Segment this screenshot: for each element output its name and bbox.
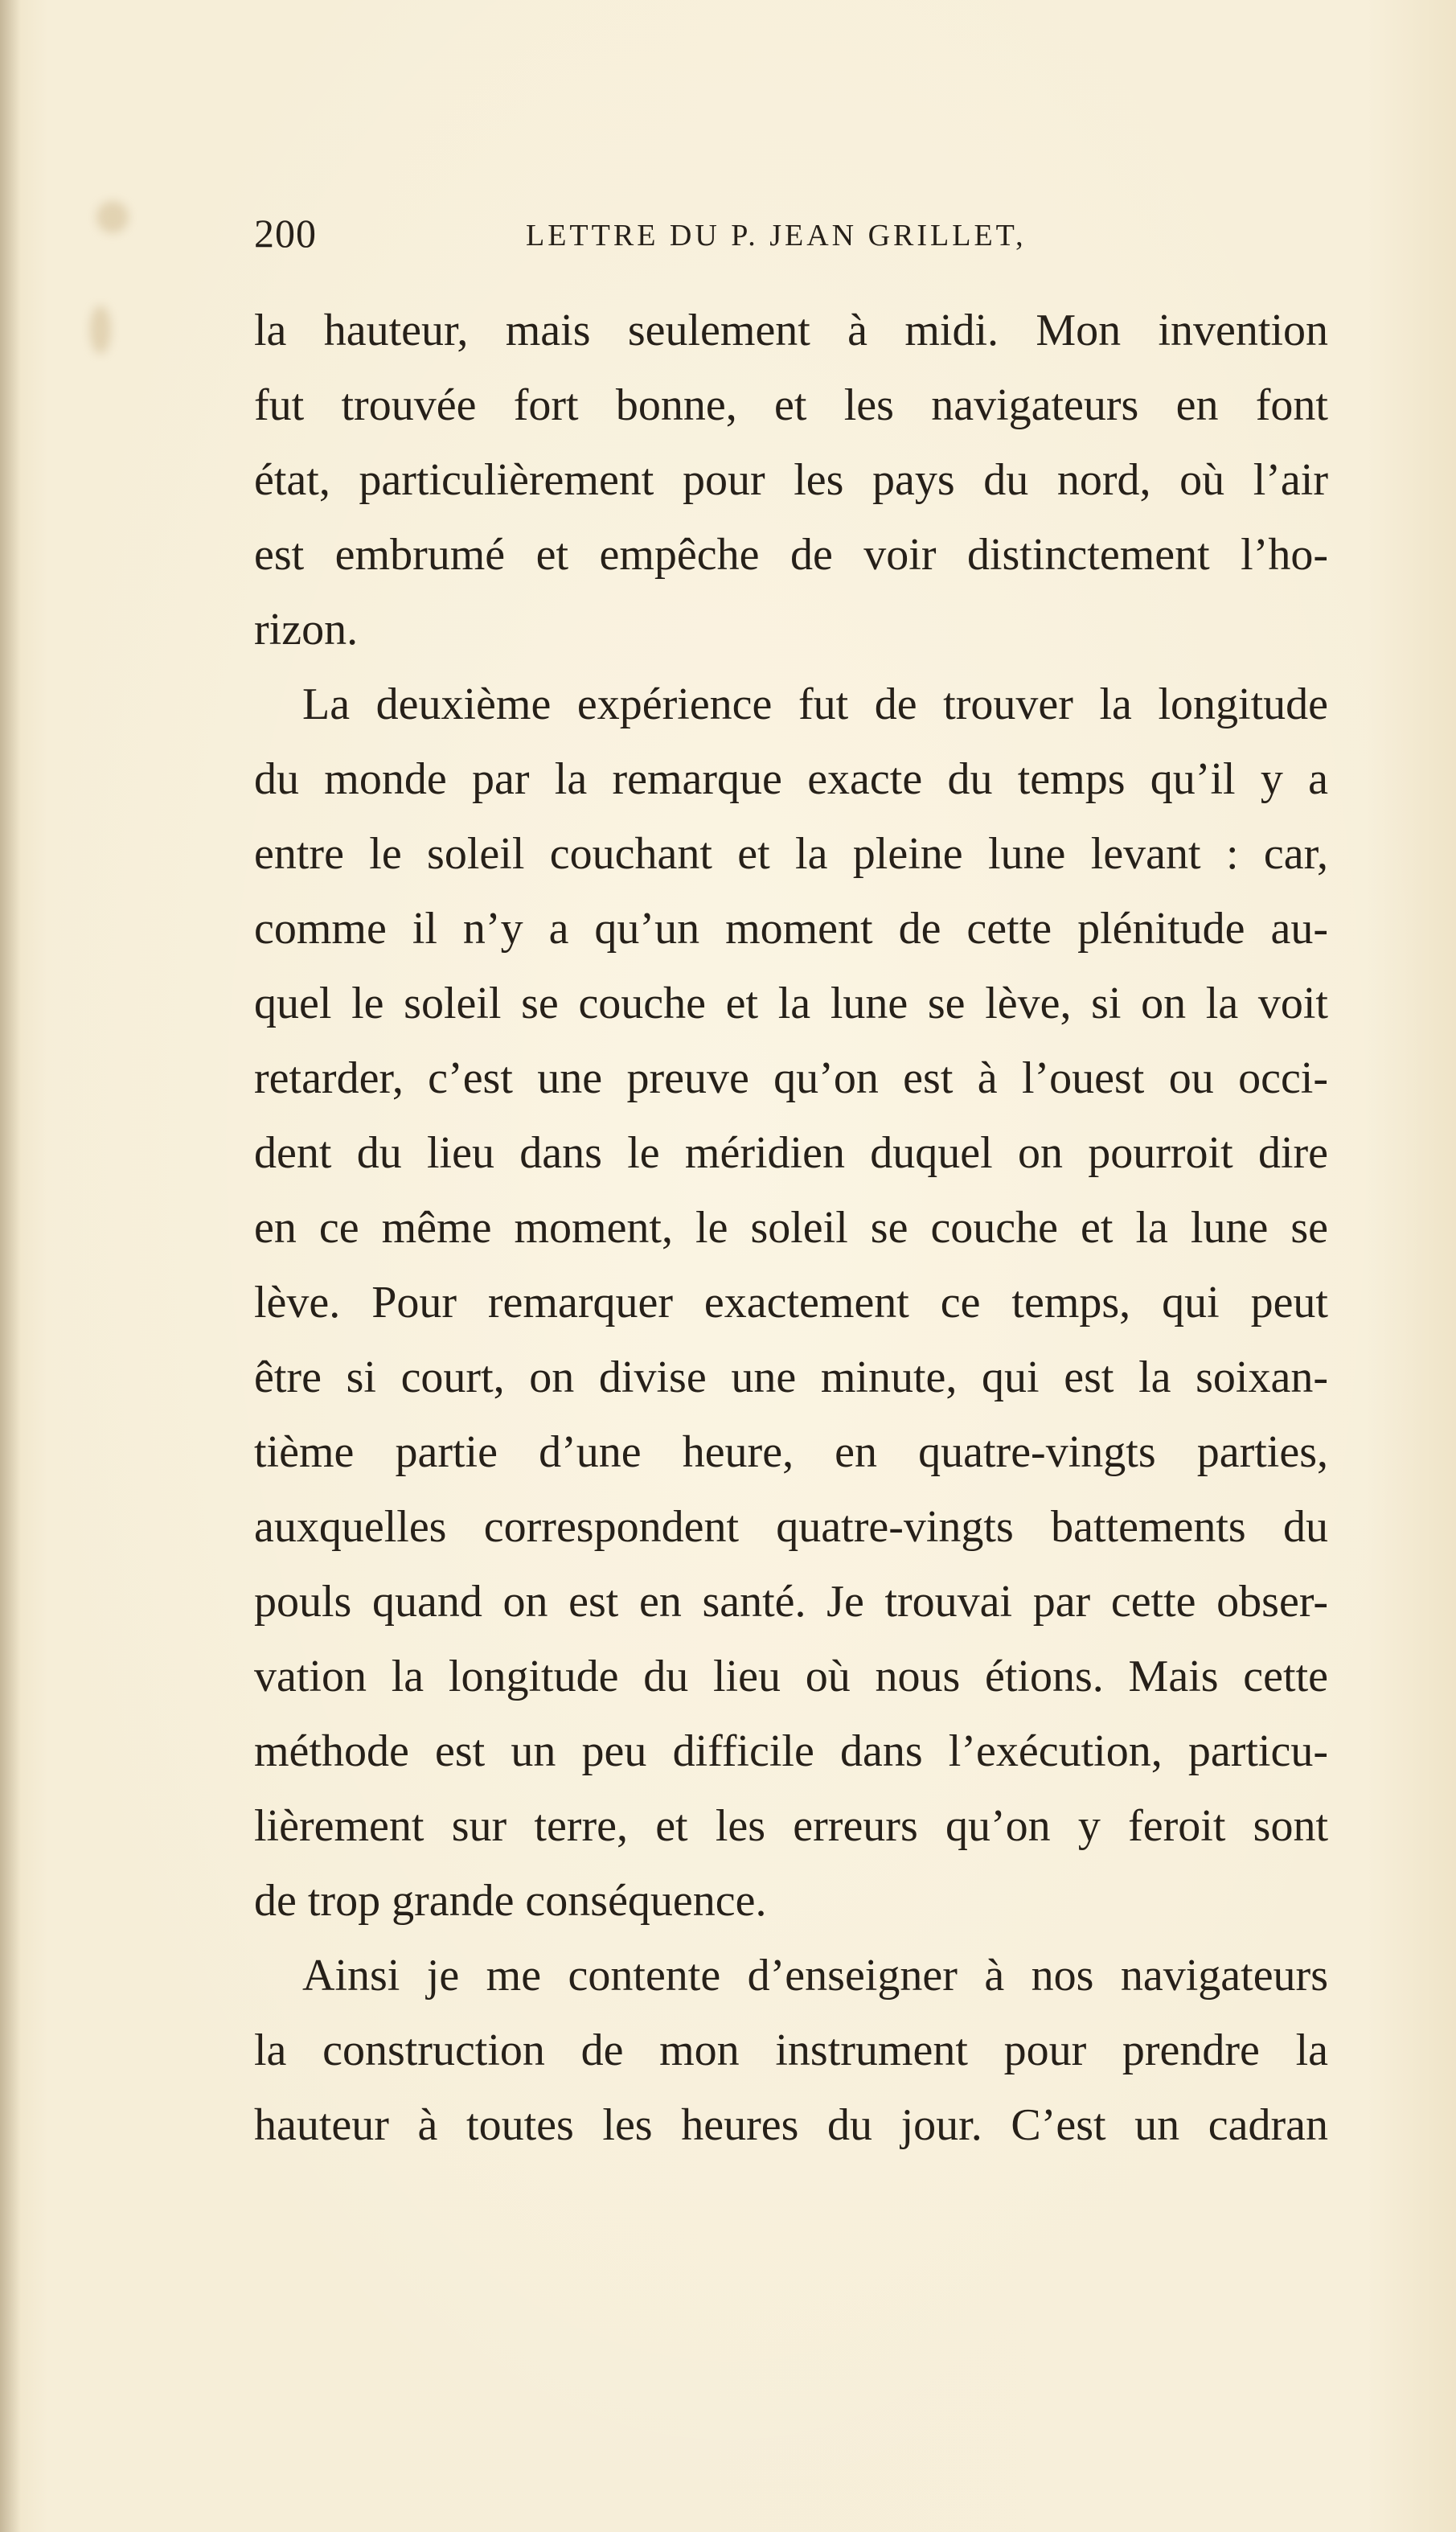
body-text [254,293,1328,2163]
text-line: Ainsi je me contente d’enseigner à nos navigateurs [302,1951,1328,2001]
text-line: comme il n’y a qu’un moment de cette plénitude au- [254,904,1328,954]
text-line: du monde par la remarque exacte du temps qu’il y a [254,754,1328,804]
running-title: LETTRE DU P. JEAN GRILLET, [526,219,1027,252]
text-line: auxquelles correspondent quatre-vingts battements du [254,1502,1328,1552]
text-line: de trop grande conséquence. [254,1876,767,1926]
text-line: pouls quand on est en santé. Je trouvai par cette obser- [254,1577,1328,1627]
text-line: dent du lieu dans le méridien duquel on pourroit dire [254,1128,1328,1178]
text-line: rizon. [254,605,359,655]
paragraph [254,293,1328,667]
text-line: est embrumé et empêche de voir distinctement l’ho- [254,530,1328,580]
text-line: lève. Pour remarquer exactement ce temps, qui peut [254,1278,1328,1328]
text-line: vation la longitude du lieu où nous étions. Mais cette [254,1652,1328,1701]
paper-stain [96,201,129,233]
paragraph [254,1939,1328,2163]
text-line: quel le soleil se couche et la lune se lève, si on la voit [254,979,1328,1028]
text-line: lièrement sur terre, et les erreurs qu’on y feroit sont [254,1801,1328,1851]
text-line: la hauteur, mais seulement à midi. Mon invention [254,306,1328,355]
text-line: fut trouvée fort bonne, et les navigateurs en font [254,380,1328,430]
text-line: méthode est un peu difficile dans l’exécution, particu- [254,1726,1328,1776]
text-line: retarder, c’est une preuve qu’on est à l’ouest ou occi- [254,1053,1328,1103]
text-line: être si court, on divise une minute, qui est la soixan- [254,1352,1328,1402]
text-line: hauteur à toutes les heures du jour. C’est un cadran [254,2100,1328,2150]
text-line: tième partie d’une heure, en quatre-vingts parties, [254,1427,1328,1477]
page-header [254,205,1328,269]
text-line: en ce même moment, le soleil se couche et la lune se [254,1203,1328,1253]
paper-stain [90,306,111,354]
text-line: entre le soleil couchant et la pleine lune levant : car, [254,829,1328,879]
text-line: état, particulièrement pour les pays du nord, où l’air [254,455,1328,505]
spine-shadow [0,0,21,2532]
paragraph [254,667,1328,1939]
text-line: La deuxième expérience fut de trouver la longitude [302,679,1328,729]
text-line: la construction de mon instrument pour prendre la [254,2025,1328,2075]
page-number: 200 [254,211,317,256]
